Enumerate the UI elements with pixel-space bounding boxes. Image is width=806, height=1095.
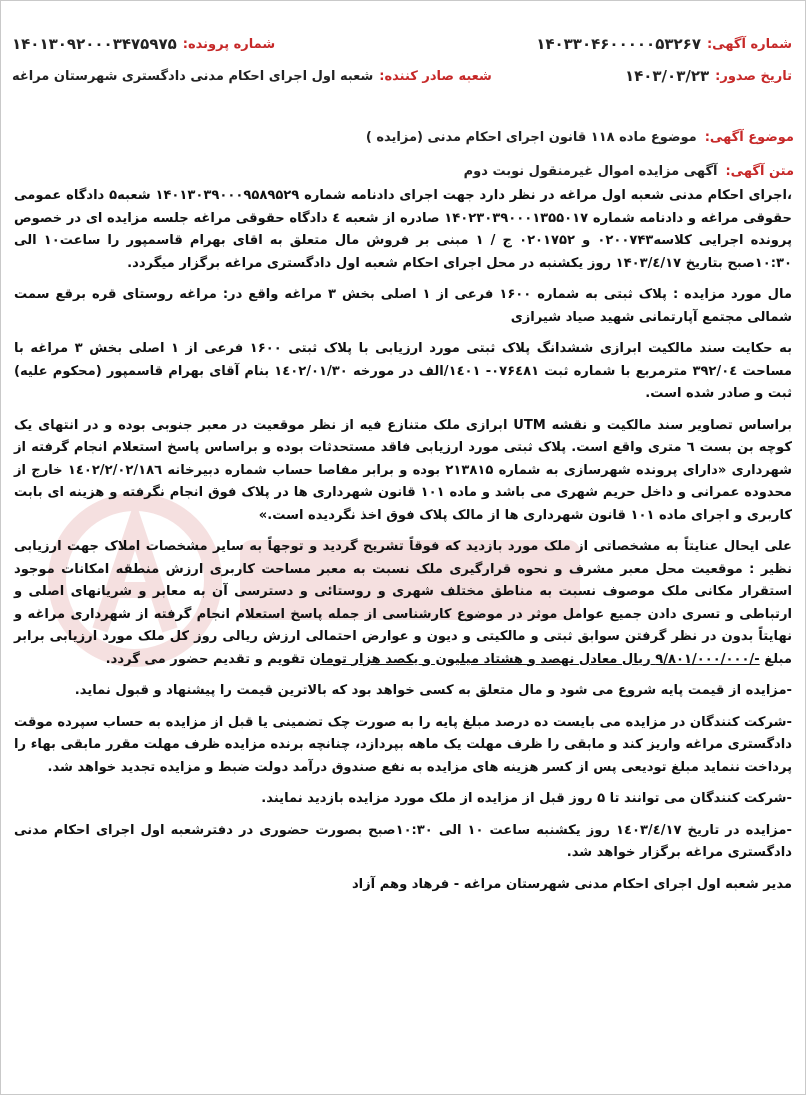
issue-date-label: تاریخ صدور: [715, 68, 792, 84]
paragraph-execution: ،اجرای احکام مدنی شعبه اول مراغه در نظر دارد جهت اجرای دادنامه شماره ۱۴۰۱۳۰۳۹۰۰۰۹۵۸۹۵۲۹ شعبه۵ دادگاه عمومی حقوقی مراغه و دادنامه شماره ۱۴۰۲۳۰۳۹۰۰۰۱۳۵۵۰۱۷ صادره از شعبه ٤ دادگاه حقوقی مراغه جلسه مزایده ای در خصوص پرونده اجرایی کلاسه۰۲۰۰۷۴۳ و ۰۲۰۱۷۵۲ ج / ۱ مبنی بر فروش مال متعلق به اقای بهرام قاسمپور را ساعت۱۰ الی ۱۰:۳۰صبح بتاریخ ۱۴۰۳/٤/۱۷ روز یکشنبه در محل اجرای احکام شعبه اول دادگستری مراغه برگزار میگردد. [14, 188, 792, 271]
notice-text-line [12, 154, 794, 188]
paragraph-auction-date: -مزایده در تاریخ ۱٤۰۳/٤/۱۷ روز یکشنبه ساعت ۱۰ الی ۱۰:۳۰صبح بصورت حضوری در دفترشعبه اول اجرای احکام مدنی دادگستری مراغه برگزار خواهد شد. [14, 822, 792, 860]
paragraph-base-price: -مزایده از قیمت پایه شروع می شود و مال متعلق به کسی خواهد بود که بالاترین قیمت را پیشنهاد و قبول نماید. [74, 683, 792, 698]
issuer-label: شعبه صادر کننده: [379, 68, 492, 84]
issue-date [625, 67, 792, 85]
header-row-2 [12, 60, 794, 92]
case-number-label: شماره پرونده: [182, 36, 276, 52]
subject-value: موضوع ماده ۱۱۸ قانون اجرای احکام مدنی (مزایده ) [365, 129, 697, 145]
issuer-value: شعبه اول اجرای احکام مدنی دادگستری شهرستان مراغه [12, 68, 374, 84]
paragraph-location: براساس تصاویر سند مالکیت و نقشه UTM ابرازی ملک متنازع فیه از نظر موقعیت در معبر جنوبی بوده و در انتهای یک کوچه بن بست ٦ متری واقع است. پلاک ثبتی مورد ارزیابی فاقد مستحدثات بوده و براساس پاسخ استعلام انجام گرفته از شهرداری «دارای پرونده شهرسازی به شماره ۲۱۳۸۱۵ بوده و برابر مفاصا حساب شماره دبیرخانه ۱٤۰۲/۲/۰۲/۱۸٦ خارج از محدوده عمرانی و داخل حریم شهری می باشد و ماده ۱۰۱ قانون شهرداری ها در پلاک فوق انجام نگرفته و هزینه ای بابت کاربری و اجرای ماده ۱۰۱ قانون شهرداری ها از مالک پلاک فوق اخذ نگردیده است.» [14, 417, 792, 523]
paragraph-deposit: -شرکت کنندگان در مزایده می بایست ده درصد مبلغ پایه را به صورت چک تضمینی یا قبل از مزایده به حساب سپرده موقت دادگستری مراغه واریز کند و مابقی را ظرف مهلت یک ماهه بپردازد، چنانچه برنده مزایده ظرف مهلت مقرر مابقی بهاء را پرداخت ننماید مبلغ تودیعی پس از کسر هزینه های مزایده به نفع صندوق درآمد دولت ضبط و مزایده تجدید خواهد شد. [14, 714, 792, 775]
subject-line [12, 120, 794, 154]
issuer [12, 69, 492, 84]
paragraph-ownership: به حکایت سند مالکیت ابرازی ششدانگ پلاک ثبتی مورد ارزیابی با پلاک ثبتی ۱۶۰۰ فرعی از ۱ اصلی بخش ۳ مراغه با مساحت ۳۹۲/۰٤ مترمربع با شماره ثبت ۰۷۶٤۸۱- ۱٤۰۱/الف در مورخه ۱٤۰۲/۰۱/۳۰ بنام آقای بهرام قاسمپور (محکوم علیه) ثبت و صادر شده است. [14, 341, 793, 401]
valuation-amount: -/۹/۸۰۱/۰۰۰/۰۰۰ ریال معادل نهصد و هشتاد میلیون و یکصد هزار تومان [309, 651, 760, 667]
notice-number [536, 35, 792, 53]
notice-header [12, 28, 794, 98]
valuation-text: علی ایحال عنایتاً به مشخصاتی از ملک مورد بازدید که فوقاً تشریح گردید و توجهاً به سایر مشخصات املاک جهت ارزیابی نظیر : موقعیت محل معبر مشرف و نحوه قرارگیری ملک نسبت به معبر مساحت کاربری ارزش منطقه امکانات موجود استقرار مکانی ملک موصوف نسبت به مناطق مختلف شهری و روستائی و دسترسی آن به معابر و شریانهای اصلی و ارتباطی و تسری دادن جمیع عوامل موثر در موضوع کارشناسی از جمله پاسخ استعلام انجام گرفته از شهرداری مراغه و نهایتاً بدون در نظر گرفتن سوابق ثبتی و مالکیتی و دیون و عوارض احتمالی ارزش ریالی روز کل ملک مورد ارزیابی برابر مبلغ [14, 539, 792, 667]
case-number-value: ۱۴۰۱۳۰۹۲۰۰۰۳۴۷۵۹۷۵ [12, 35, 177, 53]
case-number [12, 35, 275, 53]
issue-date-value: ۱۴۰۳/۰۳/۲۳ [624, 67, 710, 85]
notice-body [14, 185, 792, 905]
paragraph-visit: -شرکت کنندگان می توانند تا ۵ روز قبل از مزایده از ملک مورد مزایده بازدید نمایند. [261, 791, 792, 806]
notice-number-value: ۱۴۰۳۳۰۴۶۰۰۰۰۰۵۳۲۶۷ [536, 35, 701, 53]
notice-text-value: آگهی مزایده اموال غیرمنقول نوبت دوم [463, 163, 718, 179]
notice-number-label: شماره آگهی: [706, 36, 792, 52]
paragraph-property: مال مورد مزایده : پلاک ثبتی به شماره ۱۶۰۰ فرعی از ۱ اصلی بخش ۳ مراغه واقع در: مراغه روستای قره برقع سمت شمالی مجتمع آپارتمانی شهید صیاد شیرازی [14, 287, 792, 325]
subject-label: موضوع آگهی: [704, 129, 794, 145]
paragraph-valuation [14, 536, 792, 671]
header-row-1 [12, 28, 794, 60]
notice-meta [12, 120, 794, 188]
valuation-end: تقویم و تقدیم حضور می گردد. [105, 651, 310, 667]
notice-text-label: متن آگهی: [725, 163, 794, 179]
signature: مدیر شعبه اول اجرای احکام مدنی شهرستان مراغه - فرهاد وهم آزاد [351, 876, 792, 892]
